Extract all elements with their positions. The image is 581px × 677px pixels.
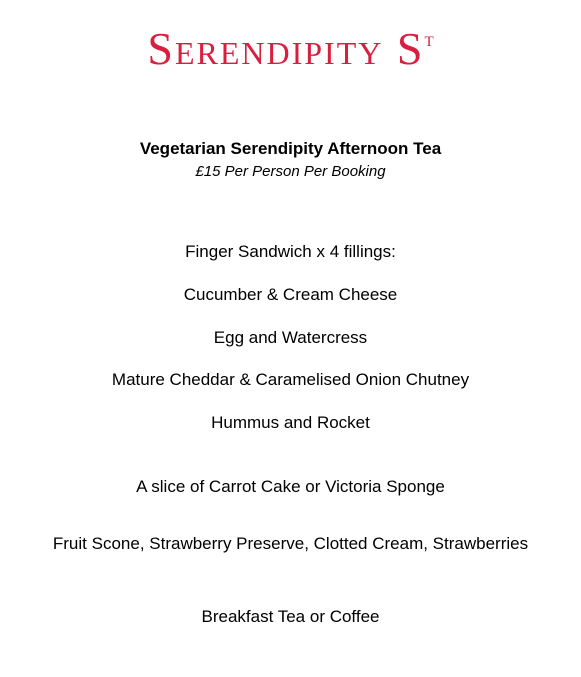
filling-item: Egg and Watercress <box>213 328 368 347</box>
brand-logo <box>0 16 581 72</box>
filling-item: Hummus and Rocket <box>211 413 370 432</box>
cake-item: A slice of Carrot Cake or Victoria Sponge <box>136 477 445 496</box>
scone-item: Fruit Scone, Strawberry Preserve, Clotted Cream, Strawberries <box>52 534 529 553</box>
filling-item: Mature Cheddar & Caramelised Onion Chutney <box>111 370 470 389</box>
filling-item: Cucumber & Cream Cheese <box>183 285 398 304</box>
sandwich-heading: Finger Sandwich x 4 fillings: <box>185 242 396 261</box>
menu-title: Vegetarian Serendipity Afternoon Tea <box>139 139 442 158</box>
brand-name-superscript: t <box>424 26 434 51</box>
drink-item: Breakfast Tea or Coffee <box>201 607 380 626</box>
brand-name: Serendipity S <box>147 23 425 74</box>
menu-price: £15 Per Person Per Booking <box>195 163 386 180</box>
